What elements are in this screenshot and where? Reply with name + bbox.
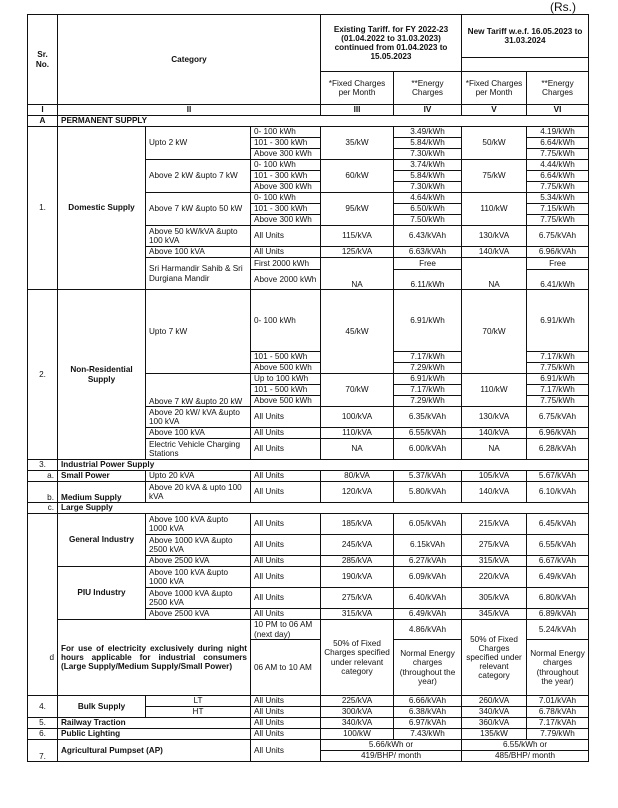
fixed-old: 100/kVA bbox=[321, 407, 394, 428]
energy-new: 6.67/kVAh bbox=[527, 556, 589, 567]
slab: Above 300 kWh bbox=[251, 215, 321, 226]
slab: All Units bbox=[251, 588, 321, 609]
energy-old: 6.11/kWh bbox=[394, 270, 462, 290]
energy-old: 6.15kVAh bbox=[394, 535, 462, 556]
slab: Up to 100 kWh bbox=[251, 374, 321, 385]
col-roman-1: I bbox=[28, 105, 58, 116]
energy-old: 6.27/kVAh bbox=[394, 556, 462, 567]
night-energy-new-1: 5.24/kVAh bbox=[527, 620, 589, 640]
energy-old: 7.50/kWh bbox=[394, 215, 462, 226]
load: Above 50 kW/kVA &upto 100 kVA bbox=[146, 226, 251, 247]
energy-old: 6.63/kVAh bbox=[394, 247, 462, 258]
currency-unit-label: (Rs.) bbox=[550, 0, 576, 14]
slab: 0- 100 kWh bbox=[251, 193, 321, 204]
slab: 101 - 500 kWh bbox=[251, 385, 321, 396]
large-sr-blank bbox=[28, 514, 58, 620]
fixed-new: NA bbox=[462, 258, 527, 290]
energy-new: 5.34/kWh bbox=[527, 193, 589, 204]
slab: All Units bbox=[251, 740, 321, 762]
table-row bbox=[28, 718, 589, 729]
table-row bbox=[28, 127, 589, 138]
load: Above 100 kVA bbox=[146, 428, 251, 439]
fixed-new: NA bbox=[462, 439, 527, 460]
energy-old: 3.49/kWh bbox=[394, 127, 462, 138]
energy-old: 7.30/kWh bbox=[394, 149, 462, 160]
slab: 0- 100 kWh bbox=[251, 127, 321, 138]
section-a-label: PERMANENT SUPPLY bbox=[58, 116, 589, 127]
fixed-new: 315/kVA bbox=[462, 556, 527, 567]
energy-old: 6.50/kWh bbox=[394, 204, 462, 215]
header-fixed-old: *Fixed Charges per Month bbox=[321, 72, 394, 105]
energy-old: 6.00/kVAh bbox=[394, 439, 462, 460]
nonres-label: Non-Residential Supply bbox=[58, 290, 146, 460]
fixed-old: 35/kW bbox=[321, 127, 394, 160]
railway-label: Railway Traction bbox=[58, 718, 251, 729]
night-energy-old-1: 4.86/kVAh bbox=[394, 620, 462, 640]
fixed-new: 260/kVA bbox=[462, 696, 527, 707]
energy-new: 6.75/kVAh bbox=[527, 226, 589, 247]
night-label: For use of electricity exclusively during night hours applicable for industrial consumers (Large Supply/Medium Supply/Small Power) bbox=[58, 620, 251, 696]
slab: First 2000 kWh bbox=[251, 258, 321, 270]
energy-new: 7.17/kWh bbox=[527, 385, 589, 396]
slab: All Units bbox=[251, 567, 321, 588]
fixed-old: 275/kVA bbox=[321, 588, 394, 609]
large-sr: c. bbox=[28, 503, 58, 514]
fixed-new: 345/kVA bbox=[462, 609, 527, 620]
energy-new: 6.75/kVAh bbox=[527, 407, 589, 428]
slab: All Units bbox=[251, 718, 321, 729]
load: Upto 7 kW bbox=[146, 290, 251, 374]
fixed-new: 215/kVA bbox=[462, 514, 527, 535]
fixed-new: 340/kVA bbox=[462, 707, 527, 718]
energy-new: 6.10/kVAh bbox=[527, 482, 589, 503]
table-row bbox=[28, 290, 589, 352]
general-industry-label: General Industry bbox=[58, 514, 146, 567]
large-label: Large Supply bbox=[58, 503, 589, 514]
table-row bbox=[28, 471, 589, 482]
energy-old: 7.17/kWh bbox=[394, 385, 462, 396]
energy-new: 7.75/kWh bbox=[527, 149, 589, 160]
slab: All Units bbox=[251, 428, 321, 439]
energy-new: 7.75/kWh bbox=[527, 396, 589, 407]
energy-new: 4.19/kWh bbox=[527, 127, 589, 138]
load: Above 2500 kVA bbox=[146, 556, 251, 567]
energy-old: 6.05/kVAh bbox=[394, 514, 462, 535]
fixed-old: NA bbox=[321, 439, 394, 460]
piu-industry-label: PIU Industry bbox=[58, 567, 146, 620]
fixed-old: 100/kW bbox=[321, 729, 394, 740]
load: Above 2 kW &upto 7 kW bbox=[146, 160, 251, 193]
energy-new: 7.75/kWh bbox=[527, 215, 589, 226]
slab: All Units bbox=[251, 556, 321, 567]
header-sr-no: Sr. No. bbox=[28, 15, 58, 105]
energy-old: 6.91/kWh bbox=[394, 290, 462, 352]
bulk-sr: 4. bbox=[28, 696, 58, 718]
fixed-old: 190/kVA bbox=[321, 567, 394, 588]
energy-new: 7.75/kWh bbox=[527, 363, 589, 374]
fixed-old: 315/kVA bbox=[321, 609, 394, 620]
load: Sri Harmandir Sahib & Sri Durgiana Mandir bbox=[146, 258, 251, 290]
ap-old-2: 419/BHP/ month bbox=[321, 751, 462, 762]
energy-old: 6.38/kVAh bbox=[394, 707, 462, 718]
fixed-new: 275/kVA bbox=[462, 535, 527, 556]
ap-label: Agricultural Pumpset (AP) bbox=[58, 740, 251, 762]
col-roman-2: II bbox=[58, 105, 321, 116]
header-fixed-new: *Fixed Charges per Month bbox=[462, 72, 527, 105]
col-roman-3: III bbox=[321, 105, 394, 116]
energy-new: 6.80/kVAh bbox=[527, 588, 589, 609]
industrial-label: Industrial Power Supply bbox=[58, 460, 589, 471]
load: Electric Vehicle Charging Stations bbox=[146, 439, 251, 460]
load: Above 100 kVA &upto 1000 kVA bbox=[146, 514, 251, 535]
fixed-old: 115/kVA bbox=[321, 226, 394, 247]
table-row bbox=[28, 567, 589, 588]
fixed-new: 305/kVA bbox=[462, 588, 527, 609]
header-energy-new: **Energy Charges bbox=[527, 72, 589, 105]
fixed-old: 300/kVA bbox=[321, 707, 394, 718]
table-row bbox=[28, 620, 589, 640]
header-energy-old: **Energy Charges bbox=[394, 72, 462, 105]
nonres-sr: 2. bbox=[28, 290, 58, 460]
energy-new: 6.91/kWh bbox=[527, 290, 589, 352]
fixed-new: 50/kW bbox=[462, 127, 527, 160]
energy-old: 7.30/kWh bbox=[394, 182, 462, 193]
slab: 101 - 500 kWh bbox=[251, 352, 321, 363]
load: Above 100 kVA bbox=[146, 247, 251, 258]
energy-old: 4.64/kWh bbox=[394, 193, 462, 204]
fixed-new: 110/kW bbox=[462, 193, 527, 226]
energy-new: 7.17/kVAh bbox=[527, 718, 589, 729]
slab: All Units bbox=[251, 729, 321, 740]
energy-old: 7.17/kWh bbox=[394, 352, 462, 363]
energy-old: 6.35/kVAh bbox=[394, 407, 462, 428]
slab: 0- 100 kWh bbox=[251, 160, 321, 171]
load: Above 20 kVA & upto 100 kVA bbox=[146, 482, 251, 503]
fixed-old: 45/kW bbox=[321, 290, 394, 374]
energy-old: 3.74/kWh bbox=[394, 160, 462, 171]
energy-new: 6.78/kVAh bbox=[527, 707, 589, 718]
energy-old: 7.29/kWh bbox=[394, 396, 462, 407]
tariff-table bbox=[27, 14, 589, 762]
slab: 101 - 300 kWh bbox=[251, 138, 321, 149]
lighting-sr: 6. bbox=[28, 729, 58, 740]
fixed-new: 75/kW bbox=[462, 160, 527, 193]
slab: All Units bbox=[251, 247, 321, 258]
fixed-old: 110/kVA bbox=[321, 428, 394, 439]
fixed-old: 285/kVA bbox=[321, 556, 394, 567]
fixed-old: 70/kW bbox=[321, 374, 394, 407]
energy-new: 6.64/kWh bbox=[527, 171, 589, 182]
load: Above 1000 kVA &upto 2500 kVA bbox=[146, 588, 251, 609]
fixed-old: 60/kW bbox=[321, 160, 394, 193]
energy-new: 6.45/kVAh bbox=[527, 514, 589, 535]
header-new-tariff-blank bbox=[462, 58, 589, 72]
slab: 101 - 300 kWh bbox=[251, 204, 321, 215]
energy-old: 5.84/kWh bbox=[394, 171, 462, 182]
energy-old: 7.43/kWh bbox=[394, 729, 462, 740]
energy-old: 6.40/kVAh bbox=[394, 588, 462, 609]
night-sr: d bbox=[28, 620, 58, 696]
load: Upto 2 kW bbox=[146, 127, 251, 160]
table-row bbox=[28, 696, 589, 707]
energy-new: 7.15/kWh bbox=[527, 204, 589, 215]
fixed-new: 130/kVA bbox=[462, 407, 527, 428]
energy-new: 7.01/kVAh bbox=[527, 696, 589, 707]
load: Above 7 kW &upto 20 kW bbox=[146, 374, 251, 407]
energy-old: Free bbox=[394, 258, 462, 270]
energy-new: 6.28/kVAh bbox=[527, 439, 589, 460]
fixed-new: 220/kVA bbox=[462, 567, 527, 588]
fixed-old: 125/kVA bbox=[321, 247, 394, 258]
ap-old-1: 5.66/kWh or bbox=[321, 740, 462, 751]
col-roman-6: VI bbox=[527, 105, 589, 116]
fixed-old: 120/kVA bbox=[321, 482, 394, 503]
ap-new-1: 6.55/kWh or bbox=[462, 740, 589, 751]
energy-old: 6.09/kVAh bbox=[394, 567, 462, 588]
energy-old: 6.43/kVAh bbox=[394, 226, 462, 247]
energy-old: 6.66/kVAh bbox=[394, 696, 462, 707]
col-roman-4: IV bbox=[394, 105, 462, 116]
slab: All Units bbox=[251, 696, 321, 707]
fixed-new: 105/kVA bbox=[462, 471, 527, 482]
ap-sr: 7. bbox=[28, 740, 58, 762]
slab: All Units bbox=[251, 439, 321, 460]
energy-new: 6.91/kWh bbox=[527, 374, 589, 385]
energy-new: 6.41/kWh bbox=[527, 270, 589, 290]
night-fixed-new: 50% of Fixed Charges specified under relevant category bbox=[462, 620, 527, 696]
fixed-old: 340/kVA bbox=[321, 718, 394, 729]
energy-new: 7.75/kWh bbox=[527, 182, 589, 193]
slab: Above 300 kWh bbox=[251, 182, 321, 193]
slab: Above 2000 kWh bbox=[251, 270, 321, 290]
energy-old: 5.80/kVAh bbox=[394, 482, 462, 503]
energy-new: 6.55/kVAh bbox=[527, 535, 589, 556]
energy-new: Free bbox=[527, 258, 589, 270]
slab: Above 500 kWh bbox=[251, 363, 321, 374]
night-slot-1: 10 PM to 06 AM (next day) bbox=[251, 620, 321, 640]
table-row bbox=[28, 482, 589, 503]
fixed-new: 140/kVA bbox=[462, 247, 527, 258]
domestic-label: Domestic Supply bbox=[58, 127, 146, 290]
fixed-old: 225/kVA bbox=[321, 696, 394, 707]
load: Above 100 kVA &upto 1000 kVA bbox=[146, 567, 251, 588]
energy-new: 7.79/kWh bbox=[527, 729, 589, 740]
night-energy-old-2: Normal Energy charges (throughout the year) bbox=[394, 640, 462, 696]
slab: 0- 100 kWh bbox=[251, 290, 321, 352]
slab: All Units bbox=[251, 707, 321, 718]
ap-new-2: 485/BHP/ month bbox=[462, 751, 589, 762]
railway-sr: 5. bbox=[28, 718, 58, 729]
load: Above 20 kW/ kVA &upto 100 kVA bbox=[146, 407, 251, 428]
medium-sr: b. bbox=[28, 482, 58, 503]
fixed-new: 70/kW bbox=[462, 290, 527, 374]
table-row bbox=[28, 514, 589, 535]
energy-old: 6.55/kVAh bbox=[394, 428, 462, 439]
load: Above 2500 kVA bbox=[146, 609, 251, 620]
night-fixed-old: 50% of Fixed Charges specified under relevant category bbox=[321, 620, 394, 696]
energy-new: 6.49/kVAh bbox=[527, 567, 589, 588]
slab: All Units bbox=[251, 514, 321, 535]
medium-label: Medium Supply bbox=[58, 482, 146, 503]
table-row bbox=[28, 729, 589, 740]
fixed-new: 140/kVA bbox=[462, 482, 527, 503]
lighting-label: Public Lighting bbox=[58, 729, 251, 740]
energy-new: 5.67/kVAh bbox=[527, 471, 589, 482]
fixed-new: 130/kVA bbox=[462, 226, 527, 247]
slab: All Units bbox=[251, 535, 321, 556]
night-slot-2: 06 AM to 10 AM bbox=[251, 640, 321, 696]
fixed-old: 80/kVA bbox=[321, 471, 394, 482]
slab: Above 500 kWh bbox=[251, 396, 321, 407]
night-energy-new-2: Normal Energy charges (throughout the year) bbox=[527, 640, 589, 696]
bulk-type: HT bbox=[146, 707, 251, 718]
energy-old: 7.29/kWh bbox=[394, 363, 462, 374]
load: Above 7 kW &upto 50 kW bbox=[146, 193, 251, 226]
table-row bbox=[28, 740, 589, 751]
energy-new: 7.17/kWh bbox=[527, 352, 589, 363]
bulk-type: LT bbox=[146, 696, 251, 707]
header-existing-tariff: Existing Tariff. for FY 2022-23 (01.04.2022 to 31.03.2023) continued from 01.04.2023 to 15.05.2023 bbox=[321, 15, 462, 72]
energy-old: 6.49/kVAh bbox=[394, 609, 462, 620]
small-label: Small Power bbox=[58, 471, 146, 482]
header-category: Category bbox=[58, 15, 321, 105]
small-sr: a. bbox=[28, 471, 58, 482]
slab: All Units bbox=[251, 407, 321, 428]
energy-new: 6.89/kVAh bbox=[527, 609, 589, 620]
fixed-old: 95/kW bbox=[321, 193, 394, 226]
col-roman-5: V bbox=[462, 105, 527, 116]
fixed-new: 360/kVA bbox=[462, 718, 527, 729]
fixed-old: NA bbox=[321, 258, 394, 290]
energy-old: 6.91/kWh bbox=[394, 374, 462, 385]
energy-new: 4.44/kWh bbox=[527, 160, 589, 171]
energy-new: 6.96/kVAh bbox=[527, 428, 589, 439]
fixed-old: 245/kVA bbox=[321, 535, 394, 556]
fixed-new: 140/kVA bbox=[462, 428, 527, 439]
load: Above 1000 kVA &upto 2500 kVA bbox=[146, 535, 251, 556]
bulk-label: Bulk Supply bbox=[58, 696, 146, 718]
energy-old: 6.97/kVAh bbox=[394, 718, 462, 729]
slab: Above 300 kWh bbox=[251, 149, 321, 160]
industrial-sr: 3. bbox=[28, 460, 58, 471]
slab: All Units bbox=[251, 226, 321, 247]
fixed-old: 185/kVA bbox=[321, 514, 394, 535]
slab: 101 - 300 kWh bbox=[251, 171, 321, 182]
energy-old: 5.37/kVAh bbox=[394, 471, 462, 482]
energy-old: 5.84/kWh bbox=[394, 138, 462, 149]
slab: All Units bbox=[251, 609, 321, 620]
energy-new: 6.96/kVAh bbox=[527, 247, 589, 258]
load: Upto 20 kVA bbox=[146, 471, 251, 482]
fixed-new: 135/kW bbox=[462, 729, 527, 740]
slab: All Units bbox=[251, 471, 321, 482]
header-new-tariff: New Tariff w.e.f. 16.05.2023 to 31.03.2024 bbox=[462, 15, 589, 58]
section-a-code: A bbox=[28, 116, 58, 127]
energy-new: 6.64/kWh bbox=[527, 138, 589, 149]
fixed-new: 110/kW bbox=[462, 374, 527, 407]
slab: All Units bbox=[251, 482, 321, 503]
domestic-sr: 1. bbox=[28, 127, 58, 290]
